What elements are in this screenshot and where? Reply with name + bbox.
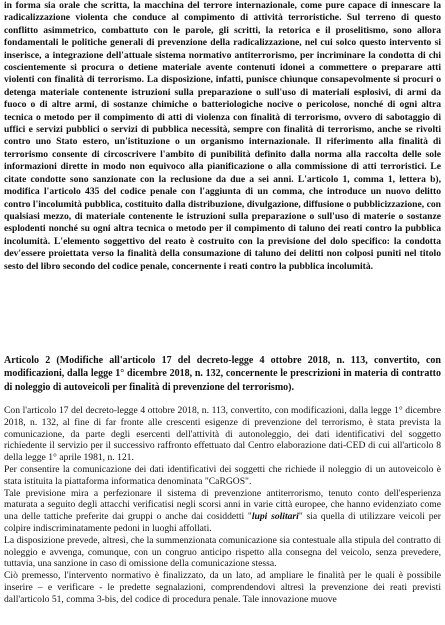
intro-paragraph: in forma sia orale che scritta, la macchina del terrore internazionale, come pure capace di innescare la radicalizzazione violenta che conduce al compimento di attività terroristiche. Sul terreno di questo conflitto asimmetrico, combattuto con le parole, gli scritti, la retorica e il proselitismo, sono allora fondamentali le politiche generali di prevenzione della radicalizzazione, nel cui solco questo intervento si inserisce, a integrazione dell'attuale sistema normativo antiterrorismo, per incriminare la condotta di chi coscientemente si procura o detiene materiale avente contenuti idonei a commettere o preparare atti violenti con finalità di terrorismo. La disposizione, infatti, punisce chiunque consapevolmente si procuri o detenga materiale contenente istruzioni sulla preparazione o sull'uso di materiali esplosivi, di armi da fuoco o di altre armi, di sostanze chimiche o batteriologiche nocive o pericolose, nonché di ogni altra tecnica o metodo per il compimento di atti di violenza con finalità di terrorismo, ovvero di sabotaggio di uffici e servizi pubblici o servizi di pubblica necessità, sempre con finalità di terrorismo, anche se rivolti contro uno Stato estero, un'istituzione o un organismo internazionale. Il riferimento alla finalità di terrorismo consente di circoscrivere l'ambito di punibilità definito dalla norma alla raccolta delle sole informazioni dirette in modo non equivoco alla pianificazione o alla commissione di atti terroristici. Le citate condotte sono sanzionate con la reclusione da due a sei anni. L'articolo 1, comma 1, lettera b), modifica l'articolo 435 del codice penale con l'aggiunta di un comma, che introduce un nuovo delitto contro l'incolumità pubblica, costituito dalla distribuzione, divulgazione, diffusione o pubblicizzazione, con qualsiasi mezzo, di materiale contenente le istruzioni sulla preparazione o sull'uso di materie o sostanze esplodenti nonché su ogni altra tecnica o metodo per il compimento di taluno dei reati contro la pubblica incolumità. L'elemento soggettivo del reato è costruito con la previsione del dolo specifico: la condotta dev'essere proiettata verso la finalità della consumazione di taluno dei delitti non colposi puniti nel titolo sesto del libro secondo del codice penale, concernente i reati contro la pubblica incolumità.	[4, 0, 441, 272]
body-paragraph-3-text-b: " sia quella di utilizzare veicoli per colpire indiscriminatamente pedoni in luoghi affollati.	[4, 511, 441, 534]
lupi-solitari-emphasis: lupi solitari	[251, 511, 299, 523]
article-2-body	[4, 405, 441, 606]
body-paragraph-3-text-a: Tale previsione mira a perfezionare il sistema di prevenzione antiterrorismo, tenuto conto dell'esperienza maturata a seguito degli attacchi verificatisi negli scorsi anni in varie città europee, che hanno evidenziato come una delle tattiche preferite dai gruppi o anche dai cosiddetti "	[4, 487, 441, 523]
body-paragraph-3	[4, 488, 441, 535]
article-2-heading: Articolo 2 (Modifiche all'articolo 17 del decreto-legge 4 ottobre 2018, n. 113, convertito, con modificazioni, dalla legge 1° dicembre 2018, n. 132, concernente le prescrizioni in materia di contratto di noleggio di autoveicoli per finalità di prevenzione del terrorismo).	[4, 355, 441, 393]
body-paragraph-1: Con l'articolo 17 del decreto-legge 4 ottobre 2018, n. 113, convertito, con modificazioni, dalla legge 1° dicembre 2018, n. 132, al fine di far fronte alle crescenti esigenze di prevenzione del terrorismo, è stata prevista la comunicazione, da parte degli esercenti dell'attività di autonoleggio, dei dati identificativi del soggetto richiedente il servizio per il successivo raffronto effettuato dal Centro elaborazione dati-CED di cui all'articolo 8 della legge 1° aprile 1981, n. 121.	[4, 405, 441, 464]
body-paragraph-2: Per consentire la comunicazione dei dati identificativi dei soggetti che richiede il noleggio di un autoveicolo è stata istituita la piattaforma informatica denominata "CaRGOS".	[4, 463, 441, 487]
body-paragraph-5: Ciò premesso, l'intervento normativo è finalizzato, da un lato, ad ampliare le finalità per le quali è possibile inserire – e verificare - le predette segnalazioni, comprendendovi altresì la prevenzione dei reati previsti dall'articolo 51, comma 3-bis, del codice di procedura penale. Tale innovazione muove	[4, 570, 441, 605]
body-paragraph-4: La disposizione prevede, altresì, che la summenzionata comunicazione sia contestuale alla stipula del contratto di noleggio e avvenga, comunque, con un congruo anticipo rispetto alla consegna del veicolo, senza prevedere, tuttavia, una sanzione in caso di omissione della comunicazione stessa.	[4, 534, 441, 570]
